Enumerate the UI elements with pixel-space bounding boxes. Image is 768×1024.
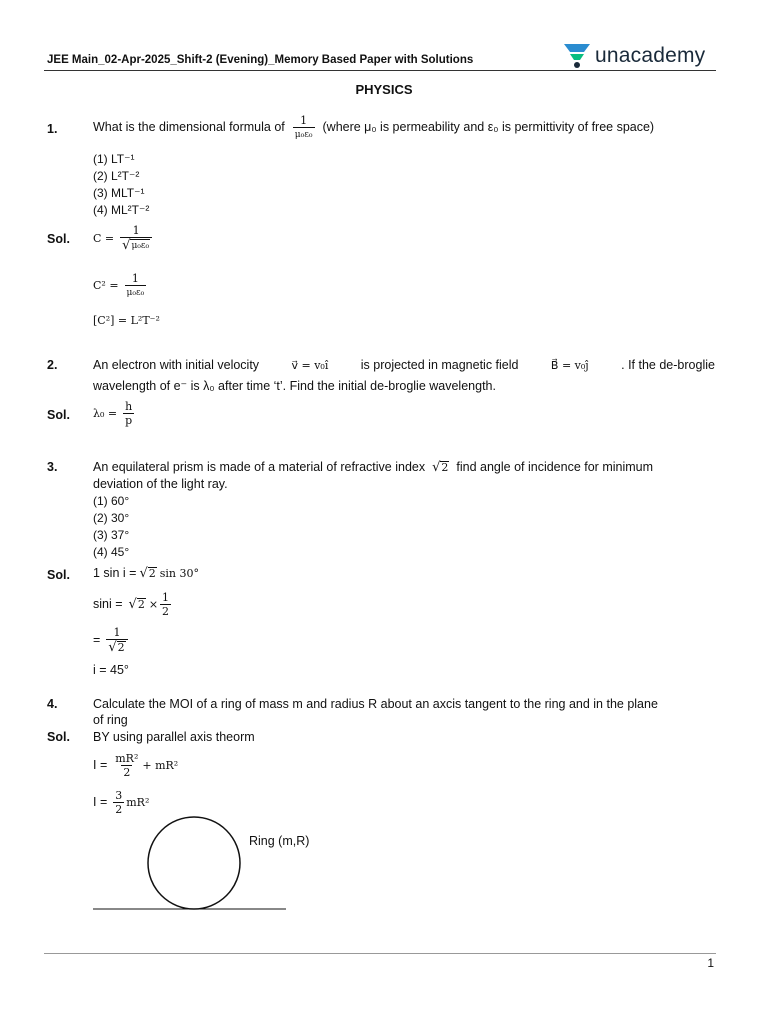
q1-text-before: What is the dimensional formula of <box>93 120 285 134</box>
q3-option-3: (3) 37° <box>93 528 130 542</box>
q3-sol1-rhs: sin 30° <box>159 567 199 580</box>
q3-sol3-fraction <box>106 626 127 654</box>
q1-option-2: (2) L²T⁻² <box>93 169 140 183</box>
q3-text-a: An equilateral prism is made of a material of refractive index <box>93 460 426 474</box>
q1-option-3: (3) MLT⁻¹ <box>93 186 145 200</box>
q3-sol-line-2 <box>93 591 173 618</box>
sqrt-icon: √ <box>122 238 131 253</box>
q3-sol1-sqrt <box>139 567 156 580</box>
q2-text-a: An electron with initial velocity <box>93 358 260 372</box>
sqrt-icon: √ <box>139 566 148 581</box>
q3-sol2-times: × <box>148 598 159 611</box>
q4-sol-eq-2 <box>93 789 149 816</box>
solution-label: Sol. <box>47 730 70 744</box>
q3-sol2-sqrt-body: 2 <box>137 598 145 611</box>
q1-sol1-lhs: C = <box>93 231 115 245</box>
q2-sol-num: h <box>125 400 133 413</box>
solution-label: Sol. <box>47 232 70 246</box>
section-title: PHYSICS <box>355 82 413 97</box>
q4-eq2-rhs: mR² <box>126 796 150 809</box>
q4-eq1-num: mR² <box>115 752 139 765</box>
q3-option-1: (1) 60° <box>93 494 130 508</box>
q1-sol-line-1 <box>93 224 154 252</box>
question-number: 4. <box>47 697 58 711</box>
q4-eq2-num: 3 <box>115 789 123 802</box>
sqrt-icon: √ <box>108 640 117 655</box>
q4-eq2-fraction <box>113 789 124 816</box>
q3-sol2-num: 1 <box>162 591 170 604</box>
q1-option-4: (4) ML²T⁻² <box>93 203 150 217</box>
q3-sol-line-4: i = 45° <box>93 663 129 677</box>
q3-sol-line-1 <box>93 565 199 582</box>
q3-option-4: (4) 45° <box>93 545 130 559</box>
q1-sol1-num: 1 <box>132 224 140 237</box>
q3-sqrt-body: 2 <box>441 461 449 474</box>
q4-eq1-den: 2 <box>123 766 131 779</box>
q4-sol-eq-1 <box>93 752 178 779</box>
footer-divider <box>44 953 716 954</box>
question-4-line-1: Calculate the MOI of a ring of mass m and radius R about an axcis tangent to the ring and in the plane <box>93 697 658 711</box>
q1-text-after: (where μ₀ is permeability and ε₀ is permittivity of free space) <box>322 120 655 134</box>
q3-sol2-lhs: sini = <box>93 597 123 611</box>
solution-label: Sol. <box>47 408 70 422</box>
q3-sol1-lhs: 1 sin i = <box>93 566 137 580</box>
question-2-line-1 <box>93 357 715 374</box>
q3-sol3-lhs: = <box>93 632 101 647</box>
logo-text: unacademy <box>595 44 706 67</box>
q1-frac-numerator: 1 <box>300 114 308 127</box>
q1-sol1-den-body: μ₀ε₀ <box>131 241 150 251</box>
q1-frac-denominator: μ₀ε₀ <box>293 127 315 141</box>
question-number: 2. <box>47 358 58 372</box>
q1-sol1-den <box>120 237 152 252</box>
q3-sol3-den-body: 2 <box>117 641 125 654</box>
q1-sol1-fraction <box>120 224 152 252</box>
q4-eq2-lhs: I = <box>93 795 108 809</box>
unacademy-logo <box>563 42 705 70</box>
question-3-line-1 <box>93 459 715 476</box>
q2-text-c: . If the de-broglie <box>621 358 715 372</box>
header-divider <box>44 70 716 71</box>
q3-sol-line-3 <box>93 626 130 654</box>
question-number: 3. <box>47 460 58 474</box>
ring-label: Ring (m,R) <box>249 834 310 848</box>
unacademy-logo-icon <box>563 43 591 69</box>
q2-sol-lhs: λ₀ = <box>93 407 118 420</box>
q4-eq2-den: 2 <box>115 803 123 816</box>
q3-sol3-num: 1 <box>113 626 121 639</box>
q2-sol-den: p <box>125 414 133 427</box>
q3-sqrt <box>432 461 449 474</box>
q1-sol2-fraction <box>125 272 147 299</box>
q3-sol2-sqrt <box>129 598 146 611</box>
ring-tangent-diagram <box>88 815 298 915</box>
q3-sol3-den <box>106 639 127 654</box>
page-number: 1 <box>707 956 714 970</box>
q3-text-b: find angle of incidence for minimum <box>456 460 654 474</box>
q4-eq1-fraction <box>113 752 140 779</box>
q4-eq1-lhs: I = <box>93 758 108 772</box>
q3-sol2-den: 2 <box>162 605 170 618</box>
q2-text-b: is projected in magnetic field <box>360 358 519 372</box>
solution-label: Sol. <box>47 568 70 582</box>
ring-circle <box>148 817 240 909</box>
question-4-line-2: of ring <box>93 713 128 727</box>
q1-option-1: (1) LT⁻¹ <box>93 152 135 166</box>
question-1-text <box>93 114 715 141</box>
q1-fraction <box>293 114 315 141</box>
q3-option-2: (2) 30° <box>93 511 130 525</box>
question-number: 1. <box>47 122 58 136</box>
q2-sol-fraction <box>123 400 134 427</box>
q2-field-vector: B⃗ = v₀ĵ <box>550 359 589 372</box>
q4-eq1-rhs: + mR² <box>142 759 179 772</box>
q2-velocity-vector: v⃗ = v₀î <box>291 359 329 372</box>
sqrt-icon: √ <box>128 597 137 612</box>
q1-sol-line-2 <box>93 272 148 299</box>
sqrt-icon: √ <box>432 460 441 475</box>
q1-sol2-den: μ₀ε₀ <box>125 285 147 299</box>
question-3-line-2: deviation of the light ray. <box>93 477 228 491</box>
q3-sol1-sqrt-body: 2 <box>148 567 156 580</box>
q2-sol-line <box>93 400 136 427</box>
q1-sol2-num: 1 <box>131 272 139 285</box>
document-header-title: JEE Main_02-Apr-2025_Shift-2 (Evening)_Memory Based Paper with Solutions <box>47 54 474 66</box>
question-2-line-2: wavelength of e⁻ is λ₀ after time ‘t’. Find the initial de-broglie wavelength. <box>93 379 496 393</box>
q1-sol2-lhs: C² = <box>93 279 119 292</box>
q1-sol-line-3: [C²] = L²T⁻² <box>93 314 160 327</box>
q3-sol2-fraction <box>160 591 171 618</box>
q4-sol-text: BY using parallel axis theorm <box>93 730 255 744</box>
